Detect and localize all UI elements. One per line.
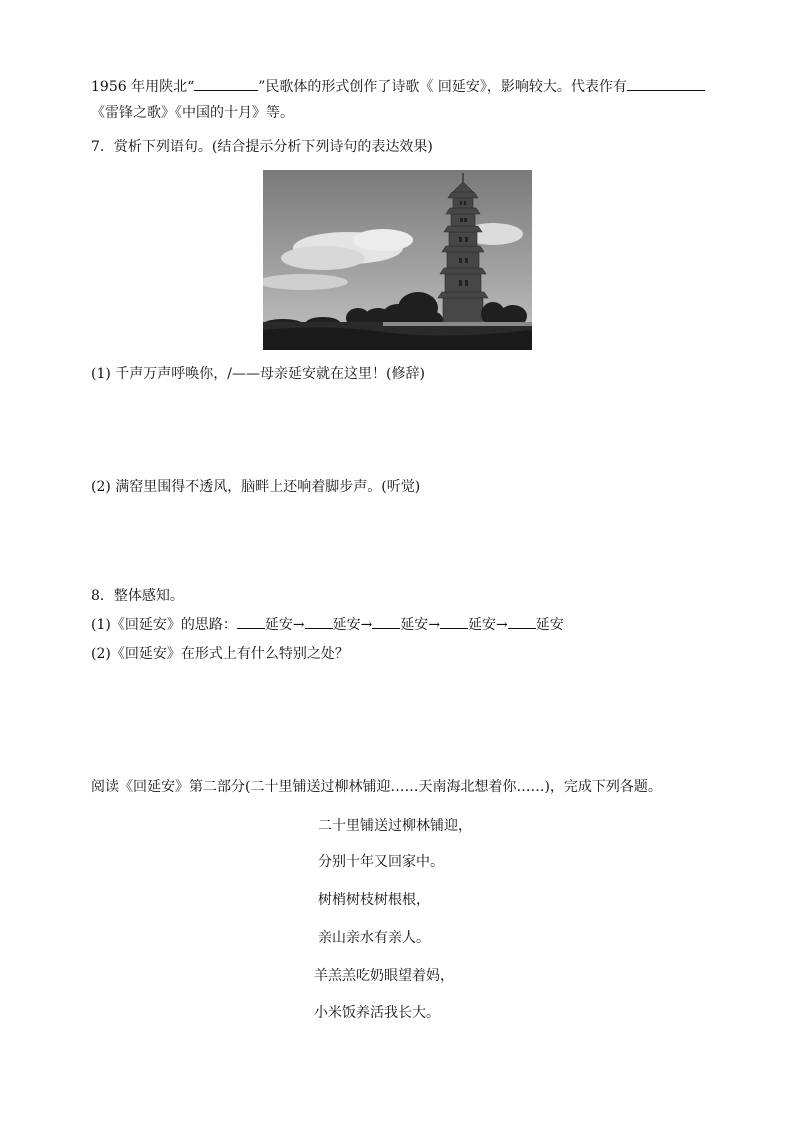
question-8-item-1-prefix: (1)《回延安》的思路： <box>91 617 237 633</box>
poem-line: 树梢树枝树根根， <box>318 892 430 908</box>
arrow-icon: → <box>496 617 508 633</box>
poem-line: 二十里铺送过柳林铺迎， <box>318 818 472 834</box>
question-8-item-2: (2)《回延安》在形式上有什么特别之处？ <box>91 646 349 662</box>
route-word: 延安 <box>332 617 361 633</box>
route-word: 延安 <box>468 617 497 633</box>
poem-line: 亲山亲水有亲人。 <box>318 930 430 946</box>
intro-line-1-prefix: 1956 年用陕北“ <box>91 79 195 95</box>
answer-blank[interactable] <box>440 614 468 629</box>
answer-blank[interactable] <box>237 614 265 629</box>
arrow-icon: → <box>428 617 441 633</box>
answer-blank[interactable] <box>372 614 400 629</box>
reading-instruction: 阅读《回延安》第二部分(二十里铺送过柳林铺迎……天南海北想着你……)，完成下列各题。 <box>91 779 662 795</box>
poem-line: 分别十年又回家中。 <box>318 854 444 870</box>
answer-blank[interactable] <box>194 76 258 91</box>
question-7-item-1: (1) 千声万声呼唤你，/——母亲延安就在这里！(修辞) <box>91 366 425 382</box>
poem-line: 小米饭养活我长大。 <box>314 1005 440 1021</box>
question-7-title: 7．赏析下列语句。(结合提示分析下列诗句的表达效果) <box>91 139 433 155</box>
arrow-icon: → <box>292 617 305 633</box>
question-8-item-1 <box>91 614 564 635</box>
question-8-title: 8．整体感知。 <box>91 588 184 604</box>
question-7-item-2: (2) 满窑里围得不透风，脑畔上还响着脚步声。(听觉) <box>91 479 421 495</box>
pagoda-photo <box>263 170 532 350</box>
route-word: 延安 <box>535 617 564 633</box>
route-word: 延安 <box>400 617 429 633</box>
arrow-icon: → <box>360 617 373 633</box>
route-word: 延安 <box>264 617 293 633</box>
answer-blank[interactable] <box>305 614 333 629</box>
poem-line: 羊羔羔吃奶眼望着妈， <box>314 968 454 984</box>
intro-line-1 <box>91 76 705 97</box>
answer-blank[interactable] <box>627 76 705 91</box>
intro-line-2: 《雷锋之歌》《中国的十月》等。 <box>91 105 294 121</box>
answer-blank[interactable] <box>508 614 536 629</box>
intro-line-1-mid: ”民歌体的形式创作了诗歌《 回延安》，影响较大。代表作有 <box>258 79 627 95</box>
